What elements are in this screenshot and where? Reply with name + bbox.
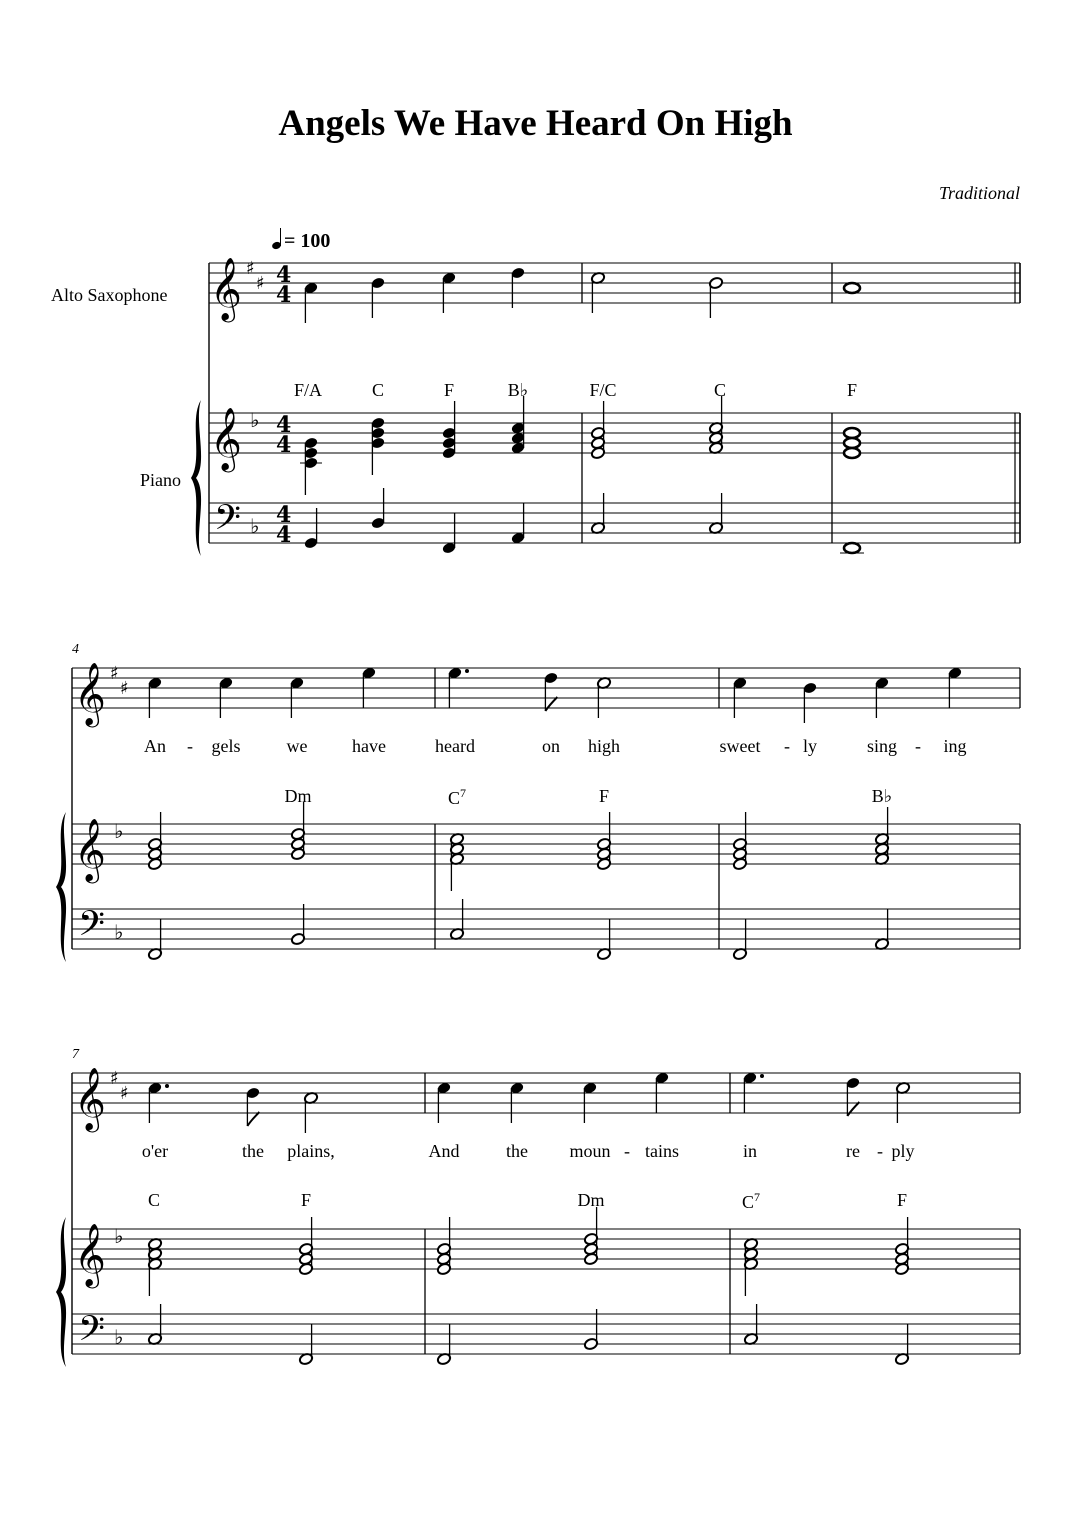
instrument-label-piano: Piano [140, 470, 182, 490]
chord-symbol: B♭ [507, 380, 529, 400]
lyric-syllable: ply [891, 1141, 915, 1161]
flat-icon: ♭ [114, 1325, 124, 1349]
time-sig-numerator: 4 [276, 502, 292, 528]
treble-clef-icon: 𝄞 [210, 407, 242, 470]
chord-symbol: Dm [577, 1190, 605, 1210]
whole-note [844, 448, 860, 458]
chord-symbol: C [713, 380, 727, 400]
lyric-syllable: An [144, 736, 166, 756]
flat-icon: ♭ [114, 819, 124, 843]
time-sig-denominator: 4 [276, 282, 292, 308]
eighth-flag [847, 1102, 859, 1116]
piano-brace-icon [56, 812, 66, 962]
lyric-syllable: o'er [141, 1141, 169, 1161]
lyric-syllable: moun [569, 1141, 611, 1161]
lyric-hyphen: - [915, 736, 921, 756]
flat-icon: ♭ [114, 920, 124, 944]
flat-icon: ♭ [250, 514, 260, 538]
lyric-syllable: sweet [719, 736, 761, 756]
eighth-flag [247, 1112, 259, 1126]
chord-symbol: F [443, 380, 455, 400]
lyric-syllable: heard [435, 736, 475, 756]
bass-clef-icon: 𝄢 [214, 497, 242, 546]
chord-symbol: B♭ [871, 786, 893, 806]
lyric-syllable: on [542, 736, 560, 756]
augmentation-dot [165, 1084, 169, 1088]
sharp-icon: ♯ [110, 663, 119, 684]
lyric-hyphen: - [877, 1141, 883, 1161]
chord-symbol: F [598, 786, 610, 806]
sharp-icon: ♯ [246, 258, 255, 279]
chord-symbol: C [147, 1190, 161, 1210]
lyric-syllable: And [428, 1141, 460, 1161]
lyric-syllable: in [742, 1141, 758, 1161]
bass-clef-icon: 𝄢 [78, 903, 106, 952]
eighth-flag [545, 697, 557, 711]
time-sig-denominator: 4 [276, 432, 292, 458]
lyric-syllable: the [242, 1141, 264, 1161]
bass-clef-icon: 𝄢 [78, 1308, 106, 1357]
tempo-text: = 100 [284, 230, 331, 252]
augmentation-dot [760, 1074, 764, 1078]
flat-icon: ♭ [114, 1224, 124, 1248]
lyric-syllable: ing [943, 736, 967, 756]
lyric-hyphen: - [784, 736, 790, 756]
lyric-syllable: gels [211, 736, 241, 756]
piano-brace-icon [191, 400, 201, 556]
sharp-icon: ♯ [110, 1068, 119, 1089]
treble-clef-icon: 𝄞 [210, 257, 242, 320]
lyric-syllable: re [846, 1141, 860, 1161]
chord-symbol: F/C [589, 380, 617, 400]
lyric-syllable: ly [802, 736, 818, 756]
treble-clef-icon: 𝄞 [74, 662, 106, 725]
chord-symbol: F/A [293, 380, 323, 400]
chord-symbol: $C^7$ [741, 1190, 761, 1212]
lyric-syllable: sing [866, 736, 898, 756]
measure-number: 7 [72, 1047, 79, 1062]
treble-clef-icon: 𝄞 [74, 818, 106, 881]
composer: Traditional [938, 183, 1020, 203]
score-title: Angels We Have Heard On High [278, 103, 793, 144]
whole-note [844, 428, 860, 438]
lyric-syllable: high [587, 736, 621, 756]
treble-clef-icon: 𝄞 [74, 1223, 106, 1286]
flat-icon: ♭ [250, 408, 260, 432]
lyric-syllable: plains, [287, 1141, 335, 1161]
whole-note [844, 283, 860, 293]
whole-note [844, 543, 860, 553]
lyric-hyphen: - [624, 1141, 630, 1161]
time-sig-denominator: 4 [276, 522, 292, 548]
instrument-label-sax: Alto Saxophone [51, 285, 168, 305]
chord-symbol: F [300, 1190, 312, 1210]
time-sig-numerator: 4 [276, 412, 292, 438]
lyric-syllable: the [506, 1141, 528, 1161]
whole-note [844, 438, 860, 448]
chord-symbol: $C^7$ [447, 786, 467, 808]
augmentation-dot [465, 669, 469, 673]
chord-symbol: C [371, 380, 385, 400]
chord-symbol: F [846, 380, 858, 400]
time-sig-numerator: 4 [276, 262, 292, 288]
piano-brace-icon [56, 1217, 66, 1367]
sharp-icon: ♯ [256, 273, 265, 294]
chord-symbol: Dm [284, 786, 312, 806]
measure-number: 4 [72, 642, 79, 657]
lyric-syllable: have [352, 736, 386, 756]
sharp-icon: ♯ [120, 1083, 129, 1104]
lyric-syllable: tains [645, 1141, 679, 1161]
treble-clef-icon: 𝄞 [74, 1067, 106, 1130]
lyric-hyphen: - [187, 736, 193, 756]
chord-symbol: F [896, 1190, 908, 1210]
sharp-icon: ♯ [120, 678, 129, 699]
lyric-syllable: we [286, 736, 308, 756]
